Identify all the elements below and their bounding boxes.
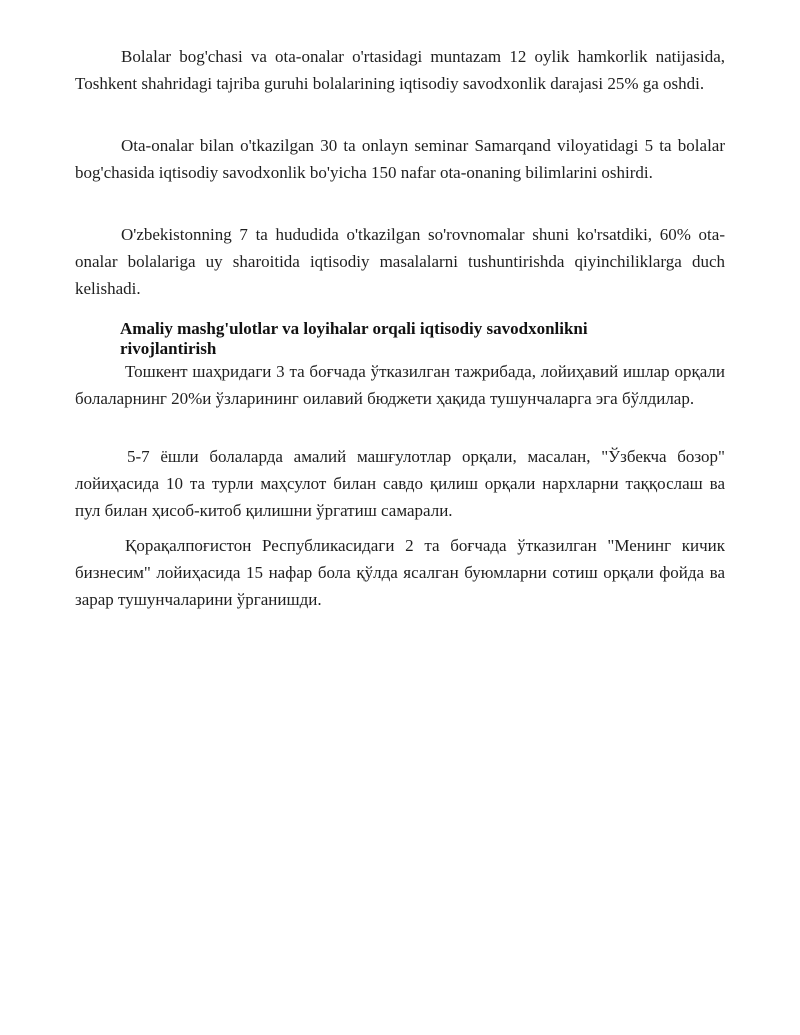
paragraph-tashkent-experiment: Тошкент шаҳридаги 3 та боғчада ўтказилган тажрибада, лойиҳавий ишлар орқали болаларнинг 20%и ўзларининг оилавий бюджети ҳақида тушунчаларга эга бўлдилар.: [75, 362, 725, 408]
section-heading: Amaliy mashg'ulotlar va loyihalar orqali iqtisodiy savodxonlikni rivojlantirish: [120, 319, 588, 358]
paragraph-survey-results: O'zbekistonning 7 ta hududida o'tkazilgan so'rovnomalar shuni ko'rsatdiki, 60% ota-onalar bolalariga uy sharoitida iqtisodiy masalalarni tushuntirishda qiyinchiliklarga duch kelishadi.: [75, 225, 725, 298]
paragraph-online-seminars: Ota-onalar bilan o'tkazilgan 30 ta onlayn seminar Samarqand viloyatidagi 5 ta bolalar bog'chasida iqtisodiy savodxonlik bo'yicha 150 nafar ota-onaning bilimlarini oshirdi.: [75, 136, 725, 182]
paragraph-bazaar-project: 5-7 ёшли болаларда амалий машғулотлар орқали, масалан, "Ўзбекча бозор" лойиҳасида 10 та турли маҳсулот билан савдо қилиш орқали нархларни таққослаш ва пул билан ҳисоб-китоб қилишни ўргатиш самарали.: [75, 447, 725, 520]
paragraph-cooperation-results: Bolalar bog'chasi va ota-onalar o'rtasidagi muntazam 12 oylik hamkorlik natijasida, Toshkent shahridagi tajriba guruhi bolalarining iqtisodiy savodxonlik darajasi 25% ga oshdi.: [75, 47, 725, 93]
paragraph-small-business-project: Қорақалпоғистон Республикасидаги 2 та боғчада ўтказилган "Менинг кичик бизнесим" лойиҳасида 15 нафар бола қўлда ясалган буюмларни сотиш орқали фойда ва зарар тушунчаларини ўрганишди.: [75, 536, 725, 609]
